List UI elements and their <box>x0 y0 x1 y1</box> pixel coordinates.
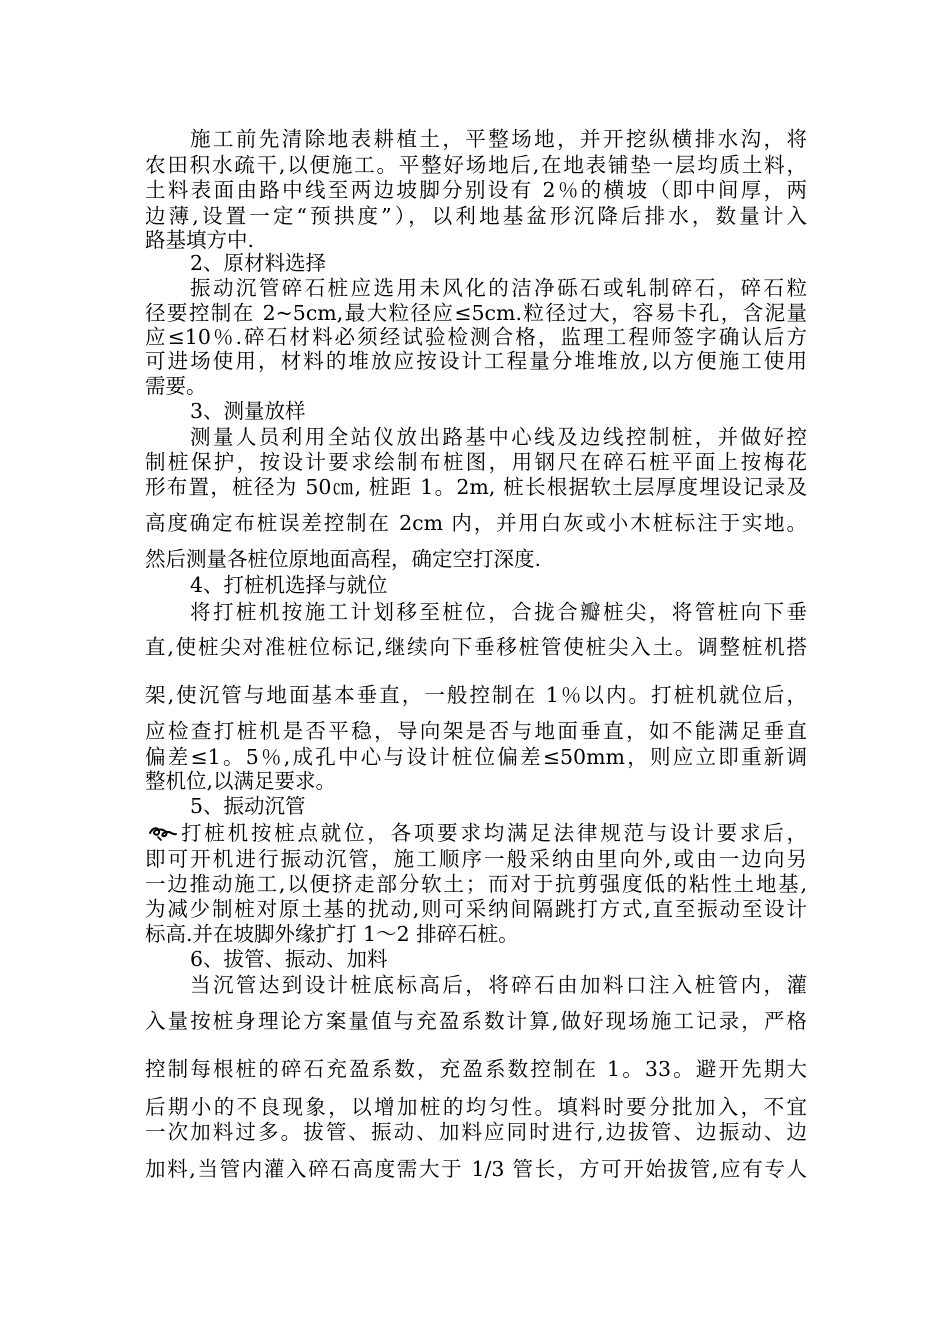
text-line: 加料,当管内灌入碎石高度需大于 1/3 管长，方可开始拔管,应有专人 <box>145 1157 807 1181</box>
text-line: 需要。 <box>145 374 207 398</box>
scribble-bullet-icon <box>145 822 181 844</box>
text-line: 应检查打桩机是否平稳，导向架是否与地面垂直，如不能满足垂直 <box>145 719 807 743</box>
text-line: 架,使沉管与地面基本垂直，一般控制在 1％以内。打桩机就位后， <box>145 683 807 707</box>
text-line: 入量按桩身理论方案量值与充盈系数计算,做好现场施工记录，严格 <box>145 1009 807 1033</box>
text-line: 高度确定布桩误差控制在 2cm 内，并用白灰或小木桩标注于实地。 <box>145 511 807 535</box>
text-line: 径要控制在 2~5cm,最大粒径应≤5cm.粒径过大，容易卡孔，含泥量 <box>145 301 807 325</box>
text-line: 制桩保护，按设计要求绘制布桩图，用钢尺在碎石桩平面上按梅花 <box>145 450 807 474</box>
text-line: 整机位,以满足要求。 <box>145 769 337 793</box>
text-line: 施工前先清除地表耕植土，平整场地，并开挖纵横排水沟，将 <box>190 127 807 151</box>
section-heading: 5、振动沉管 <box>190 794 306 818</box>
text-line: 农田积水疏干,以便施工。平整好场地后,在地表铺垫一层均质土料， <box>145 153 807 177</box>
text-line: 打桩机按桩点就位，各项要求均满足法律规范与设计要求后， <box>181 821 807 845</box>
text-line: 当沉管达到设计桩底标高后，将碎石由加料口注入桩管内，灌 <box>190 973 807 997</box>
text-line: 为减少制桩对原土基的扰动,则可采纳间隔跳打方式,直至振动至设计 <box>145 897 807 921</box>
section-heading: 6、拔管、振动、加料 <box>190 947 388 971</box>
text-line: 应≤10％.碎石材料必须经试验检测合格，监理工程师签字确认后方 <box>145 325 807 349</box>
text-line: 后期小的不良现象，以增加桩的均匀性。填料时要分批加入，不宜 <box>145 1095 807 1119</box>
text-line: 控制每根桩的碎石充盈系数，充盈系数控制在 1。33。避开先期大 <box>145 1057 807 1081</box>
text-line: 测量人员利用全站仪放出路基中心线及边线控制桩，并做好控 <box>190 425 807 449</box>
text-line: 形布置，桩径为 50㎝, 桩距 1。2m, 桩长根据软土层厚度埋设记录及 <box>145 475 807 499</box>
text-line: 然后测量各桩位原地面高程，确定空打深度. <box>145 547 542 571</box>
text-line: 即可开机进行振动沉管，施工顺序一般采纳由里向外,或由一边向另 <box>145 847 807 871</box>
text-line: 一次加料过多。拔管、振动、加料应同时进行,边拔管、边振动、边 <box>145 1120 807 1144</box>
text-line: 土料表面由路中线至两边坡脚分别设有 2％的横坡（即中间厚，两 <box>145 178 807 202</box>
text-line: 振动沉管碎石桩应选用未风化的洁净砾石或轧制碎石，碎石粒 <box>190 276 807 300</box>
text-line: 可进场使用，材料的堆放应按设计工程量分堆堆放,以方便施工使用 <box>145 349 807 373</box>
section-heading: 3、测量放样 <box>190 399 306 423</box>
text-line: 偏差≤1。5％,成孔中心与设计桩位偏差≤50mm，则应立即重新调 <box>145 745 807 769</box>
text-line: 路基填方中. <box>145 228 255 252</box>
section-heading: 4、打桩机选择与就位 <box>190 573 388 597</box>
text-line: 边薄,设置一定“预拱度”），以利地基盆形沉降后排水，数量计入 <box>145 204 807 228</box>
section-heading: 2、原材料选择 <box>190 251 327 275</box>
text-line: 一边推动施工,以便挤走部分软土；而对于抗剪强度低的粘性土地基, <box>145 872 807 896</box>
text-line: 将打桩机按施工计划移至桩位，合拢合瓣桩尖，将管桩向下垂 <box>190 600 807 624</box>
text-line: 标高.并在坡脚外缘扩打 1～2 排碎石桩。 <box>145 922 519 946</box>
text-line: 直,使桩尖对准桩位标记,继续向下垂移桩管使桩尖入土。调整桩机搭 <box>145 635 807 659</box>
